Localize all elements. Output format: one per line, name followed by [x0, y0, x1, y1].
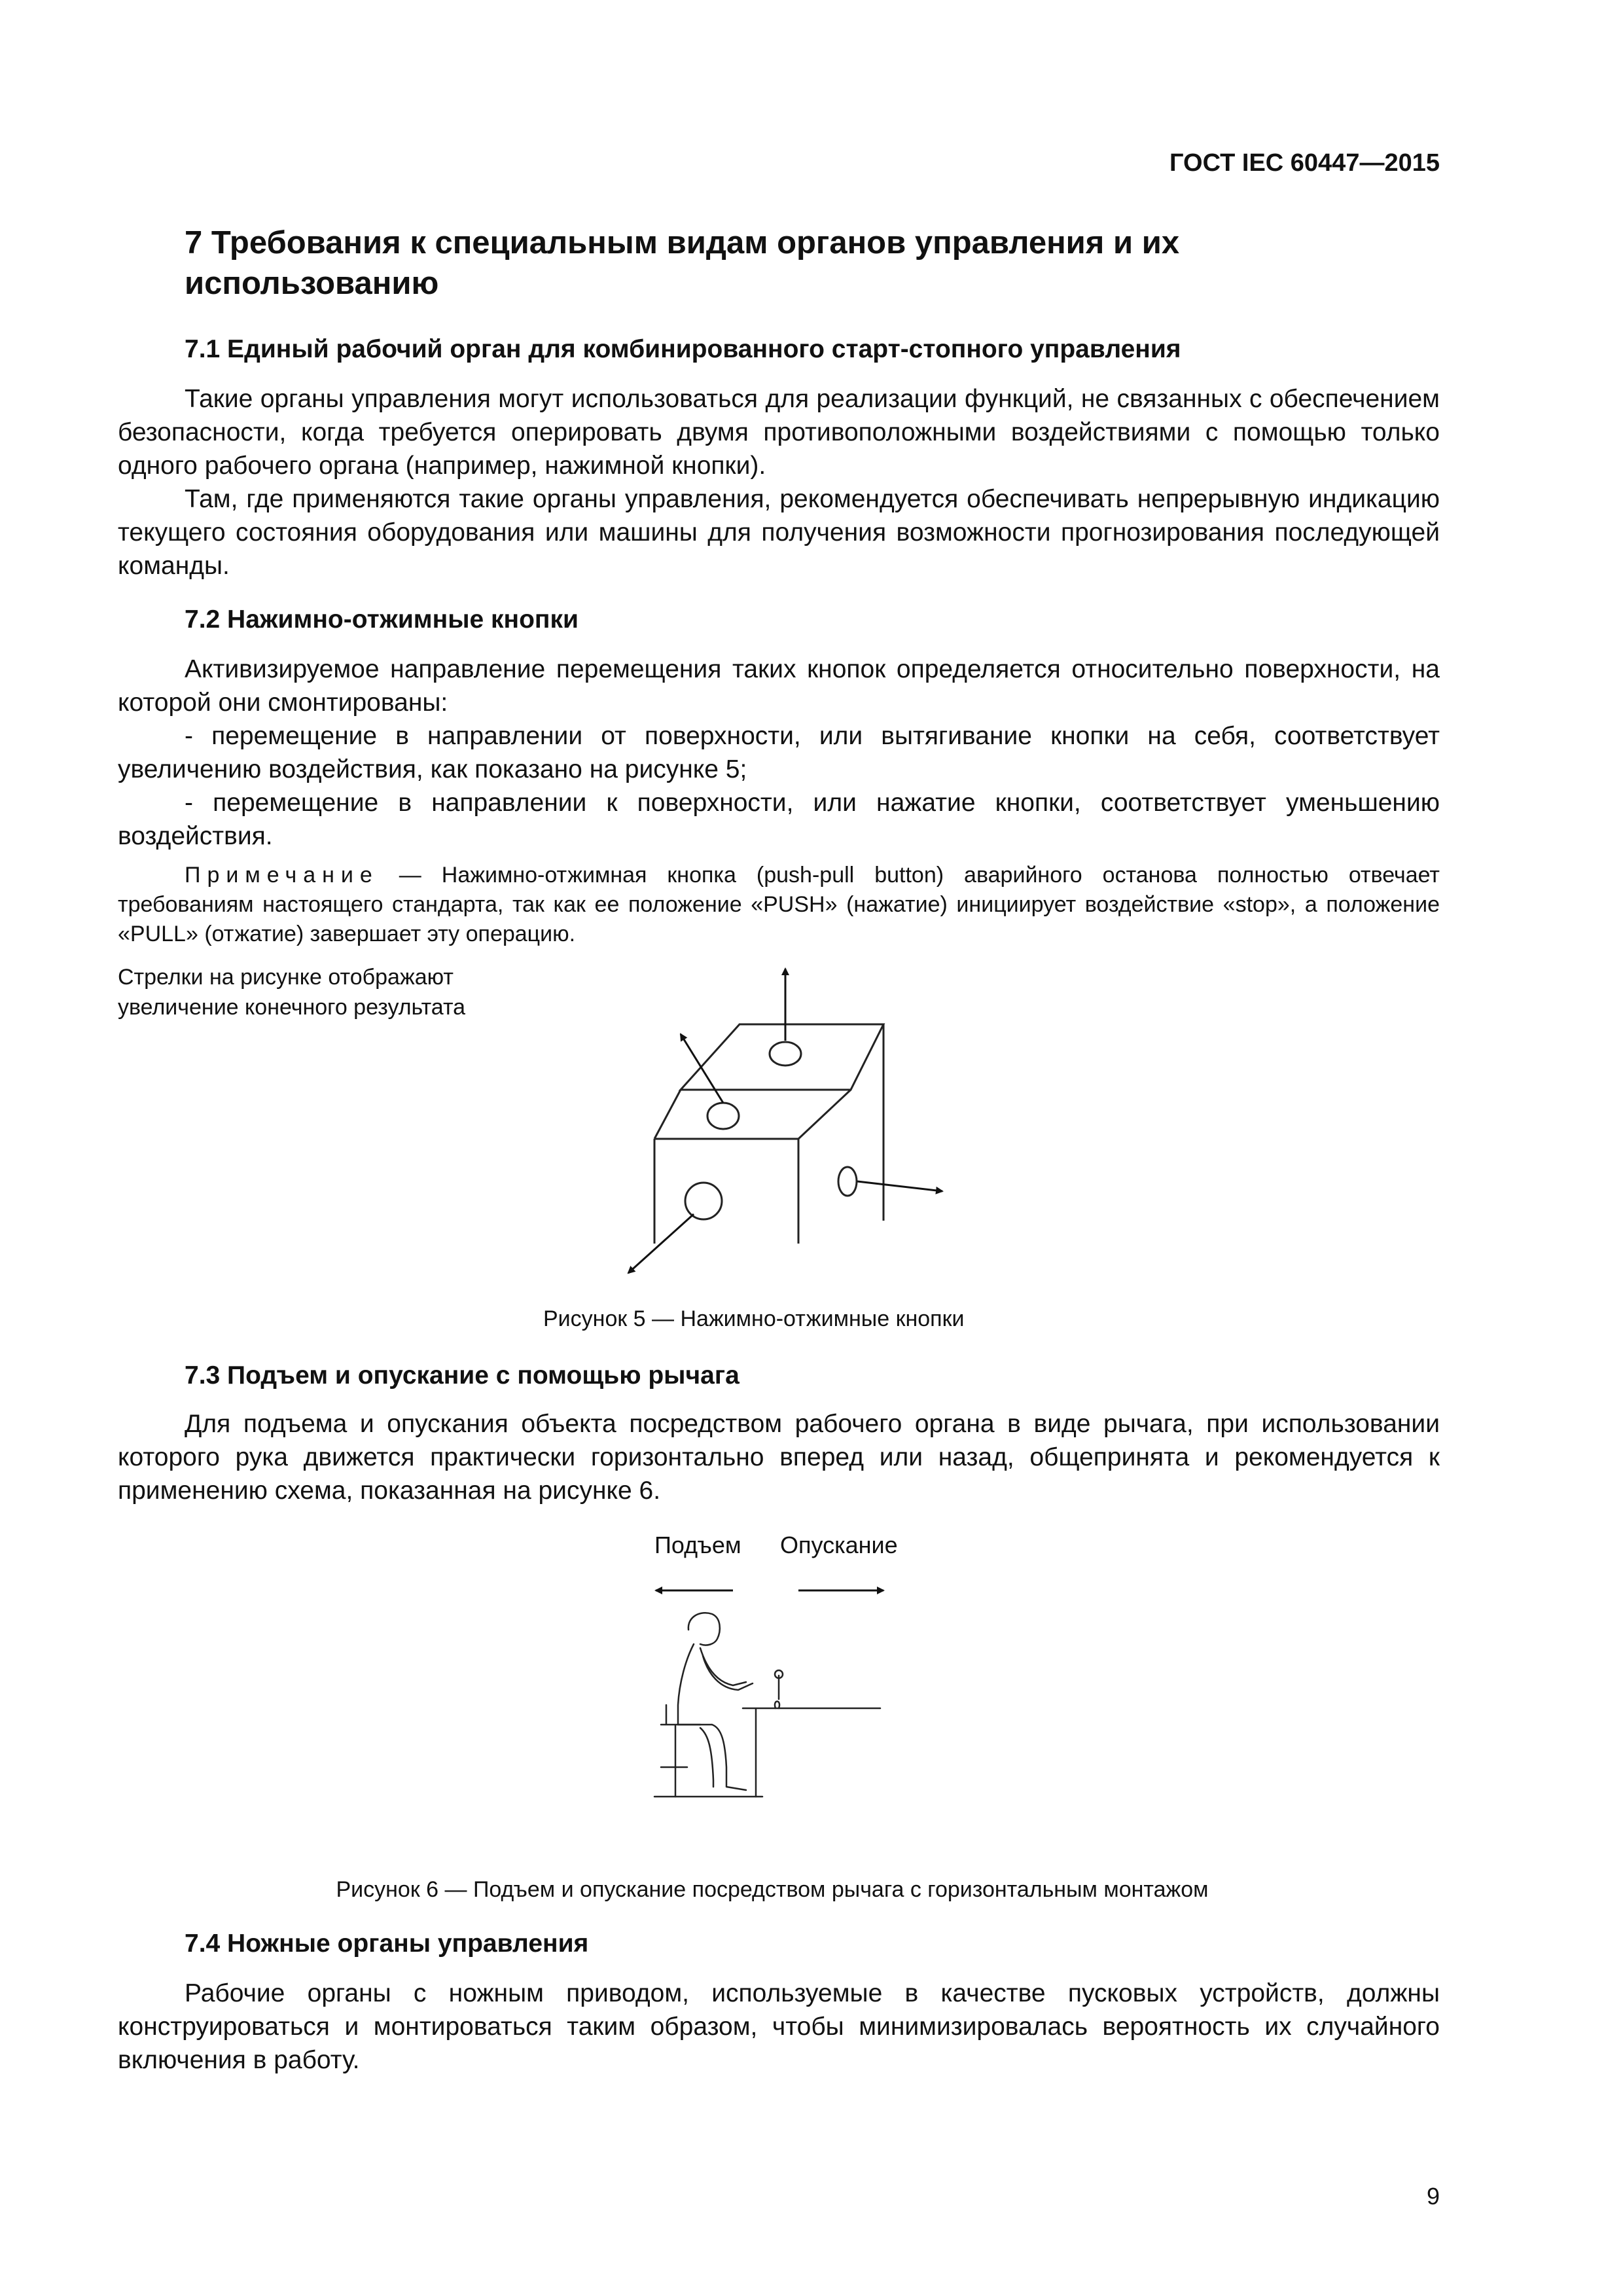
paragraph: Активизируемое направление перемещения таких кнопок определяется относительно поверхности, на которой они смонтированы:: [118, 655, 1440, 717]
paragraph: Там, где применяются такие органы управления, рекомендуется обеспечивать непрерывную индикацию текущего состояния оборудования или машины для получения возможности прогнозирования последующей команды.: [118, 485, 1440, 580]
person-leg: [700, 1728, 713, 1787]
section-7-1-title: 7.1 Единый рабочий орган для комбинированного старт-стопного управления: [185, 335, 1181, 363]
chair: [661, 1705, 700, 1797]
figure-6-drawing: [648, 1571, 897, 1859]
button-side: [838, 1167, 857, 1196]
section-7-title: 7 Требования к специальным видам органов управления и их использованию: [185, 225, 1180, 301]
lever: [775, 1676, 779, 1708]
button-front-slope: [707, 1103, 739, 1129]
figure-5-caption: Рисунок 5 — Нажимно-отжимные кнопки: [543, 1306, 965, 1331]
paragraph: Рабочие органы с ножным приводом, используемые в качестве пусковых устройств, должны конструироваться и монтироваться таким образом, чтобы минимизировалась вероятность их случайного включения в работу.: [118, 1979, 1440, 2074]
section-7-1-body: [118, 382, 1440, 583]
note-label: Примечание: [185, 863, 379, 888]
arrow-down-left: [628, 1214, 694, 1273]
note: [118, 861, 1440, 949]
label-lower: Опускание: [780, 1532, 898, 1558]
box-top-face: [681, 1024, 883, 1090]
document-code: ГОСТ IEC 60447—2015: [1169, 149, 1440, 177]
section-7-2-body: [118, 653, 1440, 853]
paragraph: - перемещение в направлении от поверхности, или вытягивание кнопки на себя, соответствует увеличению воздействия, как показано на рисунке 5;: [118, 722, 1440, 783]
person-leg: [712, 1725, 746, 1790]
arrow-up-left: [681, 1034, 723, 1103]
section-7-4-body: [118, 1977, 1440, 2077]
paragraph: Для подъема и опускания объекта посредством рабочего органа в виде рычага, при использовании которого рука движется практически горизонтально вперед или назад, общепринята и рекомендуется к применению схема, показанная на рисунке 6.: [118, 1410, 1440, 1505]
figure-6-caption: Рисунок 6 — Подъем и опускание посредством рычага с горизонтальным монтажом: [336, 1877, 1209, 1902]
arrow-right: [857, 1181, 942, 1191]
figure-5-note-line: увеличение конечного результата: [118, 995, 466, 1020]
desk: [743, 1708, 880, 1797]
button-front: [685, 1183, 722, 1219]
label-lift: Подъем: [654, 1532, 741, 1558]
section-7-3-title: 7.3 Подъем и опускание с помощью рычага: [185, 1361, 740, 1390]
section-7-2-title: 7.2 Нажимно-отжимные кнопки: [185, 605, 579, 634]
button-top: [770, 1042, 801, 1066]
person-head: [688, 1613, 720, 1645]
note-text: — Нажимно-отжимная кнопка (push-pull button) аварийного останова полностью отвечает требованиям настоящего стандарта, так как ее положение «PUSH» (нажатие) инициирует воздействие «stop», а положение «PULL» (отжатие) завершает эту операцию.: [118, 863, 1440, 946]
figure-5-drawing: [589, 949, 982, 1296]
paragraph: - перемещение в направлении к поверхности, или нажатие кнопки, соответствует уменьшению воздействия.: [118, 789, 1440, 850]
page-number: 9: [1426, 2183, 1440, 2210]
figure-5-note: [118, 962, 524, 1022]
figure-5-note-line: Стрелки на рисунке отображают: [118, 965, 454, 990]
section-7-3-body: [118, 1407, 1440, 1507]
person-arm: [703, 1656, 753, 1690]
person-torso: [678, 1644, 712, 1725]
section-7-4-title: 7.4 Ножные органы управления: [185, 1929, 589, 1958]
paragraph: Такие органы управления могут использоваться для реализации функций, не связанных с обеспечением безопасности, когда требуется оперировать двумя противоположными воздействиями с помощью только одного рабочего органа (например, нажимной кнопки).: [118, 385, 1440, 480]
